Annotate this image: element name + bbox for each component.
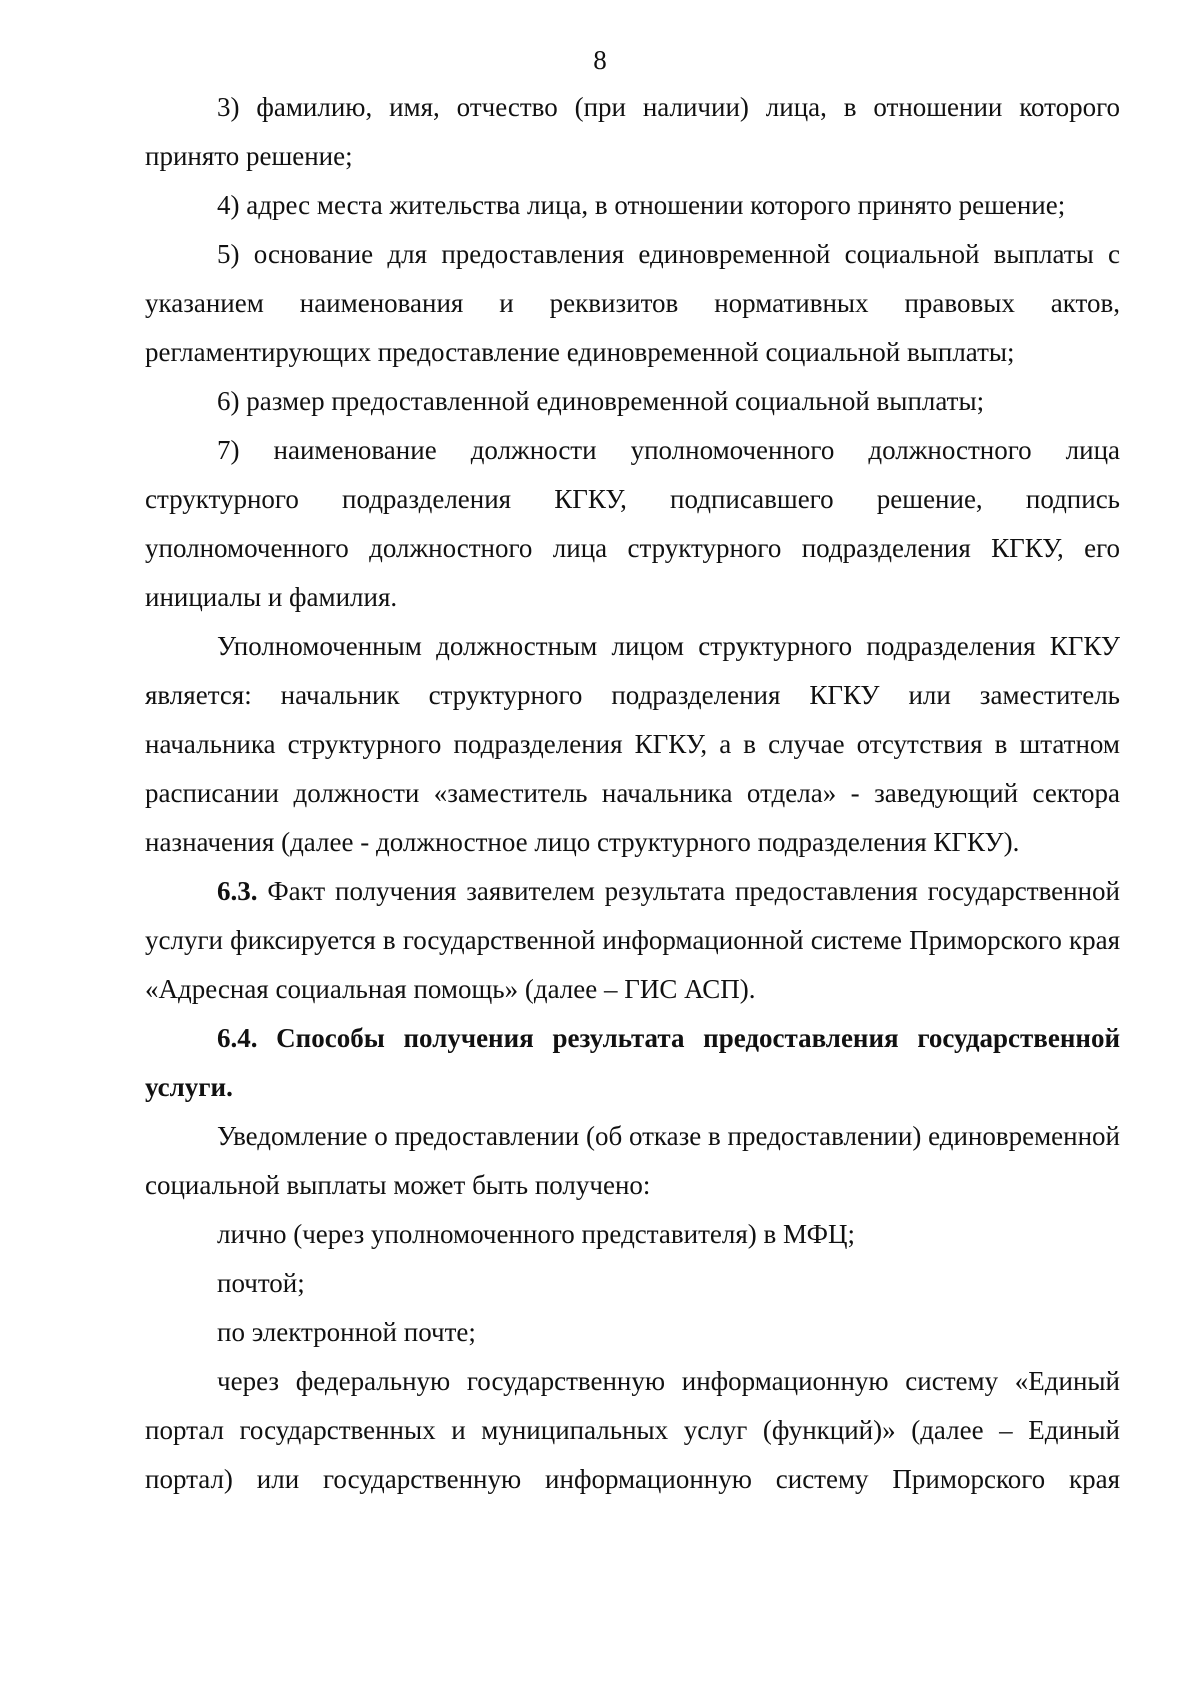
delivery-method-portal: через федеральную государственную информационную систему «Единый портал государственных и муниципальных услуг (функций)» (далее – Единый портал) или государственную информационную систему Приморского края bbox=[145, 1366, 1120, 1494]
delivery-method-in-person: лично (через уполномоченного представителя) в МФЦ; bbox=[217, 1219, 855, 1249]
delivery-method-email: по электронной почте; bbox=[217, 1317, 476, 1347]
section-6-3-paragraph bbox=[145, 867, 1120, 1014]
document-body bbox=[145, 83, 1120, 1504]
section-6-4-intro: Уведомление о предоставлении (об отказе в предоставлении) единовременной социальной выплаты может быть получено: bbox=[145, 1121, 1120, 1200]
list-item-5: 5) основание для предоставления единовременной социальной выплаты с указанием наименования и реквизитов нормативных правовых актов, регламентирующих предоставление единовременной социальной выплаты; bbox=[145, 239, 1120, 367]
section-6-4-heading: 6.4. Способы получения результата предоставления государственной услуги. bbox=[145, 1023, 1120, 1102]
list-item-6: 6) размер предоставленной единовременной социальной выплаты; bbox=[217, 386, 985, 416]
list-item-7: 7) наименование должности уполномоченного должностного лица структурного подразделения КГКУ, подписавшего решение, подпись уполномоченного должностного лица структурного подразделения КГКУ, его инициалы и фамилия. bbox=[145, 435, 1120, 612]
list-item-3: 3) фамилию, имя, отчество (при наличии) лица, в отношении которого принято решение; bbox=[145, 92, 1120, 171]
section-6-3-text: Факт получения заявителем результата предоставления государственной услуги фиксируется в государственной информационной системе Приморского края «Адресная социальная помощь» (далее – ГИС АСП). bbox=[145, 876, 1120, 1004]
delivery-method-post: почтой; bbox=[217, 1268, 305, 1298]
list-item-4: 4) адрес места жительства лица, в отношении которого принято решение; bbox=[217, 190, 1066, 220]
section-6-3-number: 6.3. bbox=[217, 876, 258, 906]
authorized-person-paragraph: Уполномоченным должностным лицом структурного подразделения КГКУ является: начальник структурного подразделения КГКУ или заместитель начальника структурного подразделения КГКУ, а в случае отсутствия в штатном расписании должности «заместитель начальника отдела» - заведующий сектора назначения (далее - должностное лицо структурного подразделения КГКУ). bbox=[145, 631, 1120, 857]
page-number: 8 bbox=[593, 45, 607, 75]
